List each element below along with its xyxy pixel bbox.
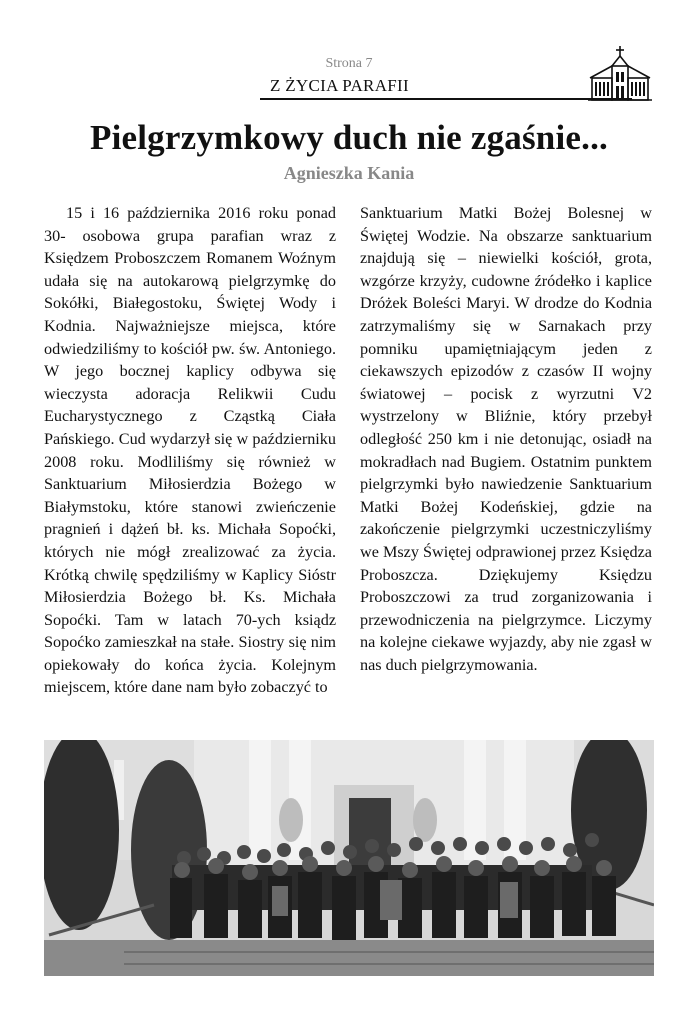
group-photo <box>44 740 654 976</box>
article-title: Pielgrzymkowy duch nie zgaśnie... <box>90 118 608 157</box>
page-number: Strona 7 <box>325 56 373 71</box>
article-column-right <box>360 202 652 676</box>
section-title: Z ŻYCIA PARAFII <box>270 76 409 95</box>
church-icon <box>586 44 654 102</box>
article-text-left: 15 i 16 października 2016 roku ponad 30- osobowa grupa parafian wraz z Księdzem Proboszczem Romanem Woźnym udała się na autokarową pielgrzymkę do Sokółki, Białegostoku, Świętej Wody i Kodnia. Najważniejsze miejsca, które odwiedziliśmy to kościół pw. św. Antoniego. W jego bocznej kaplicy odbywa się wieczysta adoracja Relikwii Cudu Eucharystycznego z Cząstką Ciała Pańskiego. Cud wydarzył się w październiku 2008 roku. Modliliśmy się również w Sanktuarium Miłosierdzia Bożego w Białymstoku, które stanowi zwieńczenie pragnień i dążeń bł. ks. Michała Sopoćki, których nie mógł zrealizować za życia. Krótką chwilę spędziliśmy w Kaplicy Sióstr Miłosierdzia Bożego bł. Ks. Michała Sopoćki. Tam w latach 70-ych ksiądz Sopoćko zamieszkał na stałe. Siostry się nim opiekowały do końca życia. Kolejnym miejscem, które dane nam było zobaczyć to <box>44 204 336 697</box>
header-rule <box>260 98 632 100</box>
article-text-right: Sanktuarium Matki Bożej Bolesnej w Świętej Wodzie. Na obszarze sanktuarium znajdują się – niewielki kościół, grota, wzgórze krzyży, cudowne źródełko i kaplice Dróżek Boleści Maryi. W drodze do Kodnia zatrzymaliśmy się w Sarnakach przy pomniku upamiętniającym jeden z ciekawszych epizodów z czasów II wojny światowej – pocisk z wyrzutni V2 wystrzelony w Bliźnie, który przebył odległość 250 km i nie detonując, osiadł na mokradłach nad Bugiem. Ostatnim punktem pielgrzymki było nawiedzenie Sanktuarium Matki Bożej Kodeńskiej, gdzie na zakończenie pielgrzymki uczestniczyliśmy we Mszy Świętej odprawionej przez Księdza Proboszcza. Dziękujemy Księdzu Proboszczowi za trud zorganizowania i przewodniczenia na pielgrzymce. Liczymy na kolejne ciekawe wyjazdy, aby nie zgasł w nas duch pielgrzymowania. <box>360 204 652 674</box>
article-author: Agnieszka Kania <box>283 163 415 183</box>
article-column-left <box>44 202 336 699</box>
